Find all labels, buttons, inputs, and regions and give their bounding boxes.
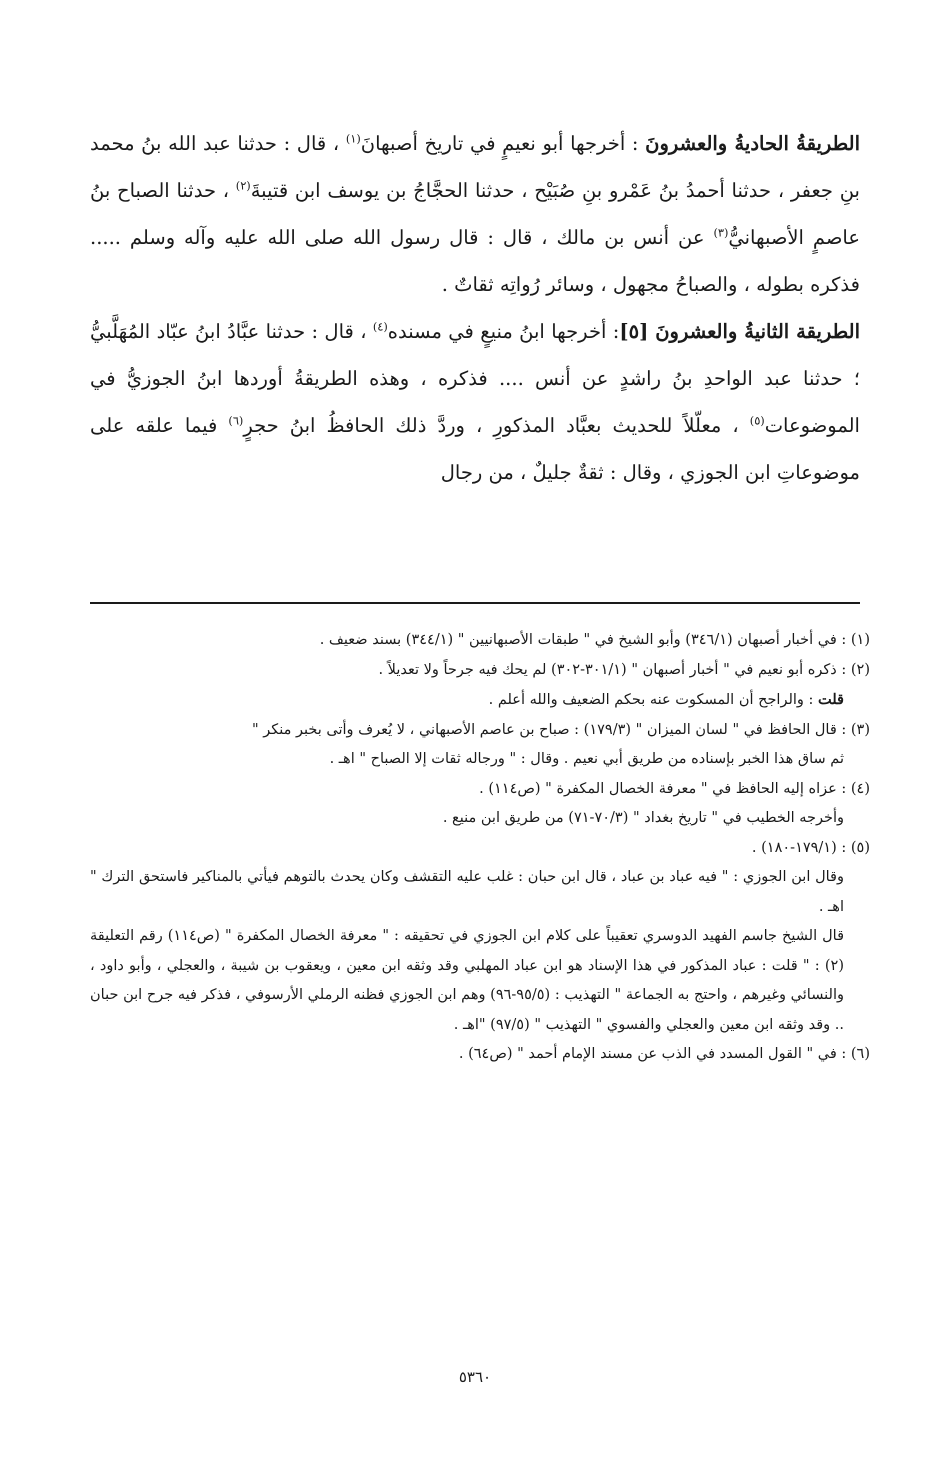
footnote-ref-3[interactable]: (٣) xyxy=(713,226,729,240)
heading-route-22: الطريقة الثانيةُ والعشرونَ [٥] xyxy=(619,320,860,343)
footnote-ref-5[interactable]: (٥) xyxy=(749,414,765,428)
footnote-6: (٦) : في " القول المسدد في الذب عن مسند الإمام أحمد " (ص٦٤) . xyxy=(458,1046,870,1062)
footnote-5: (٥) : (١٧٩/١-١٨٠) . xyxy=(751,839,870,856)
heading-route-21: الطريقةُ الحاديةُ والعشرونَ xyxy=(645,132,860,155)
page-number: ٥٣٦٠ xyxy=(458,1368,492,1386)
footnote-2-comment: قلت : والراجح أن المسكوت عنه بحكم الضعيف والله أعلم . xyxy=(488,691,844,708)
main-text xyxy=(90,120,860,496)
footnote-ref-2[interactable]: (٢) xyxy=(235,179,251,193)
footnote-2: (٢) : ذكره أبو نعيم في " أخبار أصبهان " (٣٠١/١-٣٠٢) لم يحك فيه جرحاً ولا تعديلاً . xyxy=(378,661,870,678)
footnote-4-cont: وأخرجه الخطيب في " تاريخ بغداد " (٧٠/٣-٧١) من طريق ابن منيع . xyxy=(442,810,844,826)
footnote-divider xyxy=(90,602,860,604)
paragraph-route-22: الطريقة الثانيةُ والعشرونَ [٥]: أخرجها ابنُ منيعٍ في مسنده$^{(٤)}$ ، قال : حدثنا عبَّادُ ابنُ عبّاد المُهَلَّبيُّ ؛ حدثنا عبد الواحدِ بنُ راشدٍ عن أنس .... فذكره ، وهذه الطريقةُ أوردها ابنُ الجوزيُّ في الموضوعات$^{(٥)}$ ، معلّلاً للحديث بعبَّاد المذكورِ ، وردَّ ذلك الحافظُ ابنُ حجرٍ$^{(٦)}$ فيما علقه على موضوعاتِ ابن الجوزي ، وقال : ثقةٌ جليلٌ ، من رجال xyxy=(90,320,860,484)
footnotes xyxy=(90,626,870,1070)
footnote-4: (٤) : عزاه إليه الحافظ في " معرفة الخصال المكفرة " (ص١١٤) . xyxy=(479,780,870,797)
footnote-5-commentary: قال الشيخ جاسم الفهيد الدوسري تعقيباً على كلام ابن الجوزي في تحقيقه : " معرفة الخصال المكفرة " (ص١١٤) رقم التعليقة (٢) : " قلت : عباد المذكور في هذا الإسناد هو ابن عباد المهلبي وقد وثقه ابن معين ، ويعقوب بن شيبة ، والعجلي ، وأبو داود ، والنسائي وغيرهم ، واحتج به الجماعة " التهذيب : (٩٥/٥-٩٦) وهم ابن الجوزي فظنه الرملي الأرسوفي ، فذكر فيه جرح ابن حبان .. وقد وثقه ابن معين والعجلي والفسوي " التهذيب " (٩٧/٥) "اهـ . xyxy=(90,928,845,1033)
footnote-ref-6[interactable]: (٦) xyxy=(228,414,244,428)
footnote-3-cont: ثم ساق هذا الخبر بإسناده من طريق أبي نعيم . وقال : " ورجاله ثقات إلا الصباح " اهـ . xyxy=(329,751,844,767)
footnote-1: (١) : في أخبار أصبهان (٣٤٦/١) وأبو الشيخ في " طبقات الأصبهانيين " (٣٤٤/١) بسند ضعيف . xyxy=(319,632,870,648)
footnote-ref-4[interactable]: (٤) xyxy=(372,320,388,334)
footnote-ref-1[interactable]: (١) xyxy=(345,132,361,146)
footnote-5-cont: وقال ابن الجوزي : " فيه عباد بن عباد ، قال ابن حبان : غلب عليه التقشف وكان يحدث بالتوهم فيأتي بالمناكير فاستحق الترك " اهـ . xyxy=(90,869,844,915)
paragraph-route-21: الطريقةُ الحاديةُ والعشرونَ : أخرجها أبو نعيمٍ في تاريخ أصبهانَ$^{(١)}$ ، قال : حدثنا عبد الله بنُ محمد بنِ جعفر ، حدثنا أحمدُ بنُ عَمْرو بنِ صُبَيْح ، حدثنا الحجَّاجُ بن يوسف ابن قتيبةَ$^{(٢)}$ ، حدثنا الصباح بنُ عاصمٍ الأصبهانيُّ$^{(٣)}$ عن أنس بن مالك ، قال : قال رسول الله صلى الله عليه وآله وسلم ..... فذكره بطوله ، والصباحُ مجهول ، وسائر رُواتِه ثقاتٌ . xyxy=(90,132,861,296)
footnote-3: (٣) : قال الحافظ في " لسان الميزان " (١٧٩/٣) : صباح بن عاصم الأصبهاني ، لا يُعرف وأتى بخبر منكر " xyxy=(251,721,870,738)
